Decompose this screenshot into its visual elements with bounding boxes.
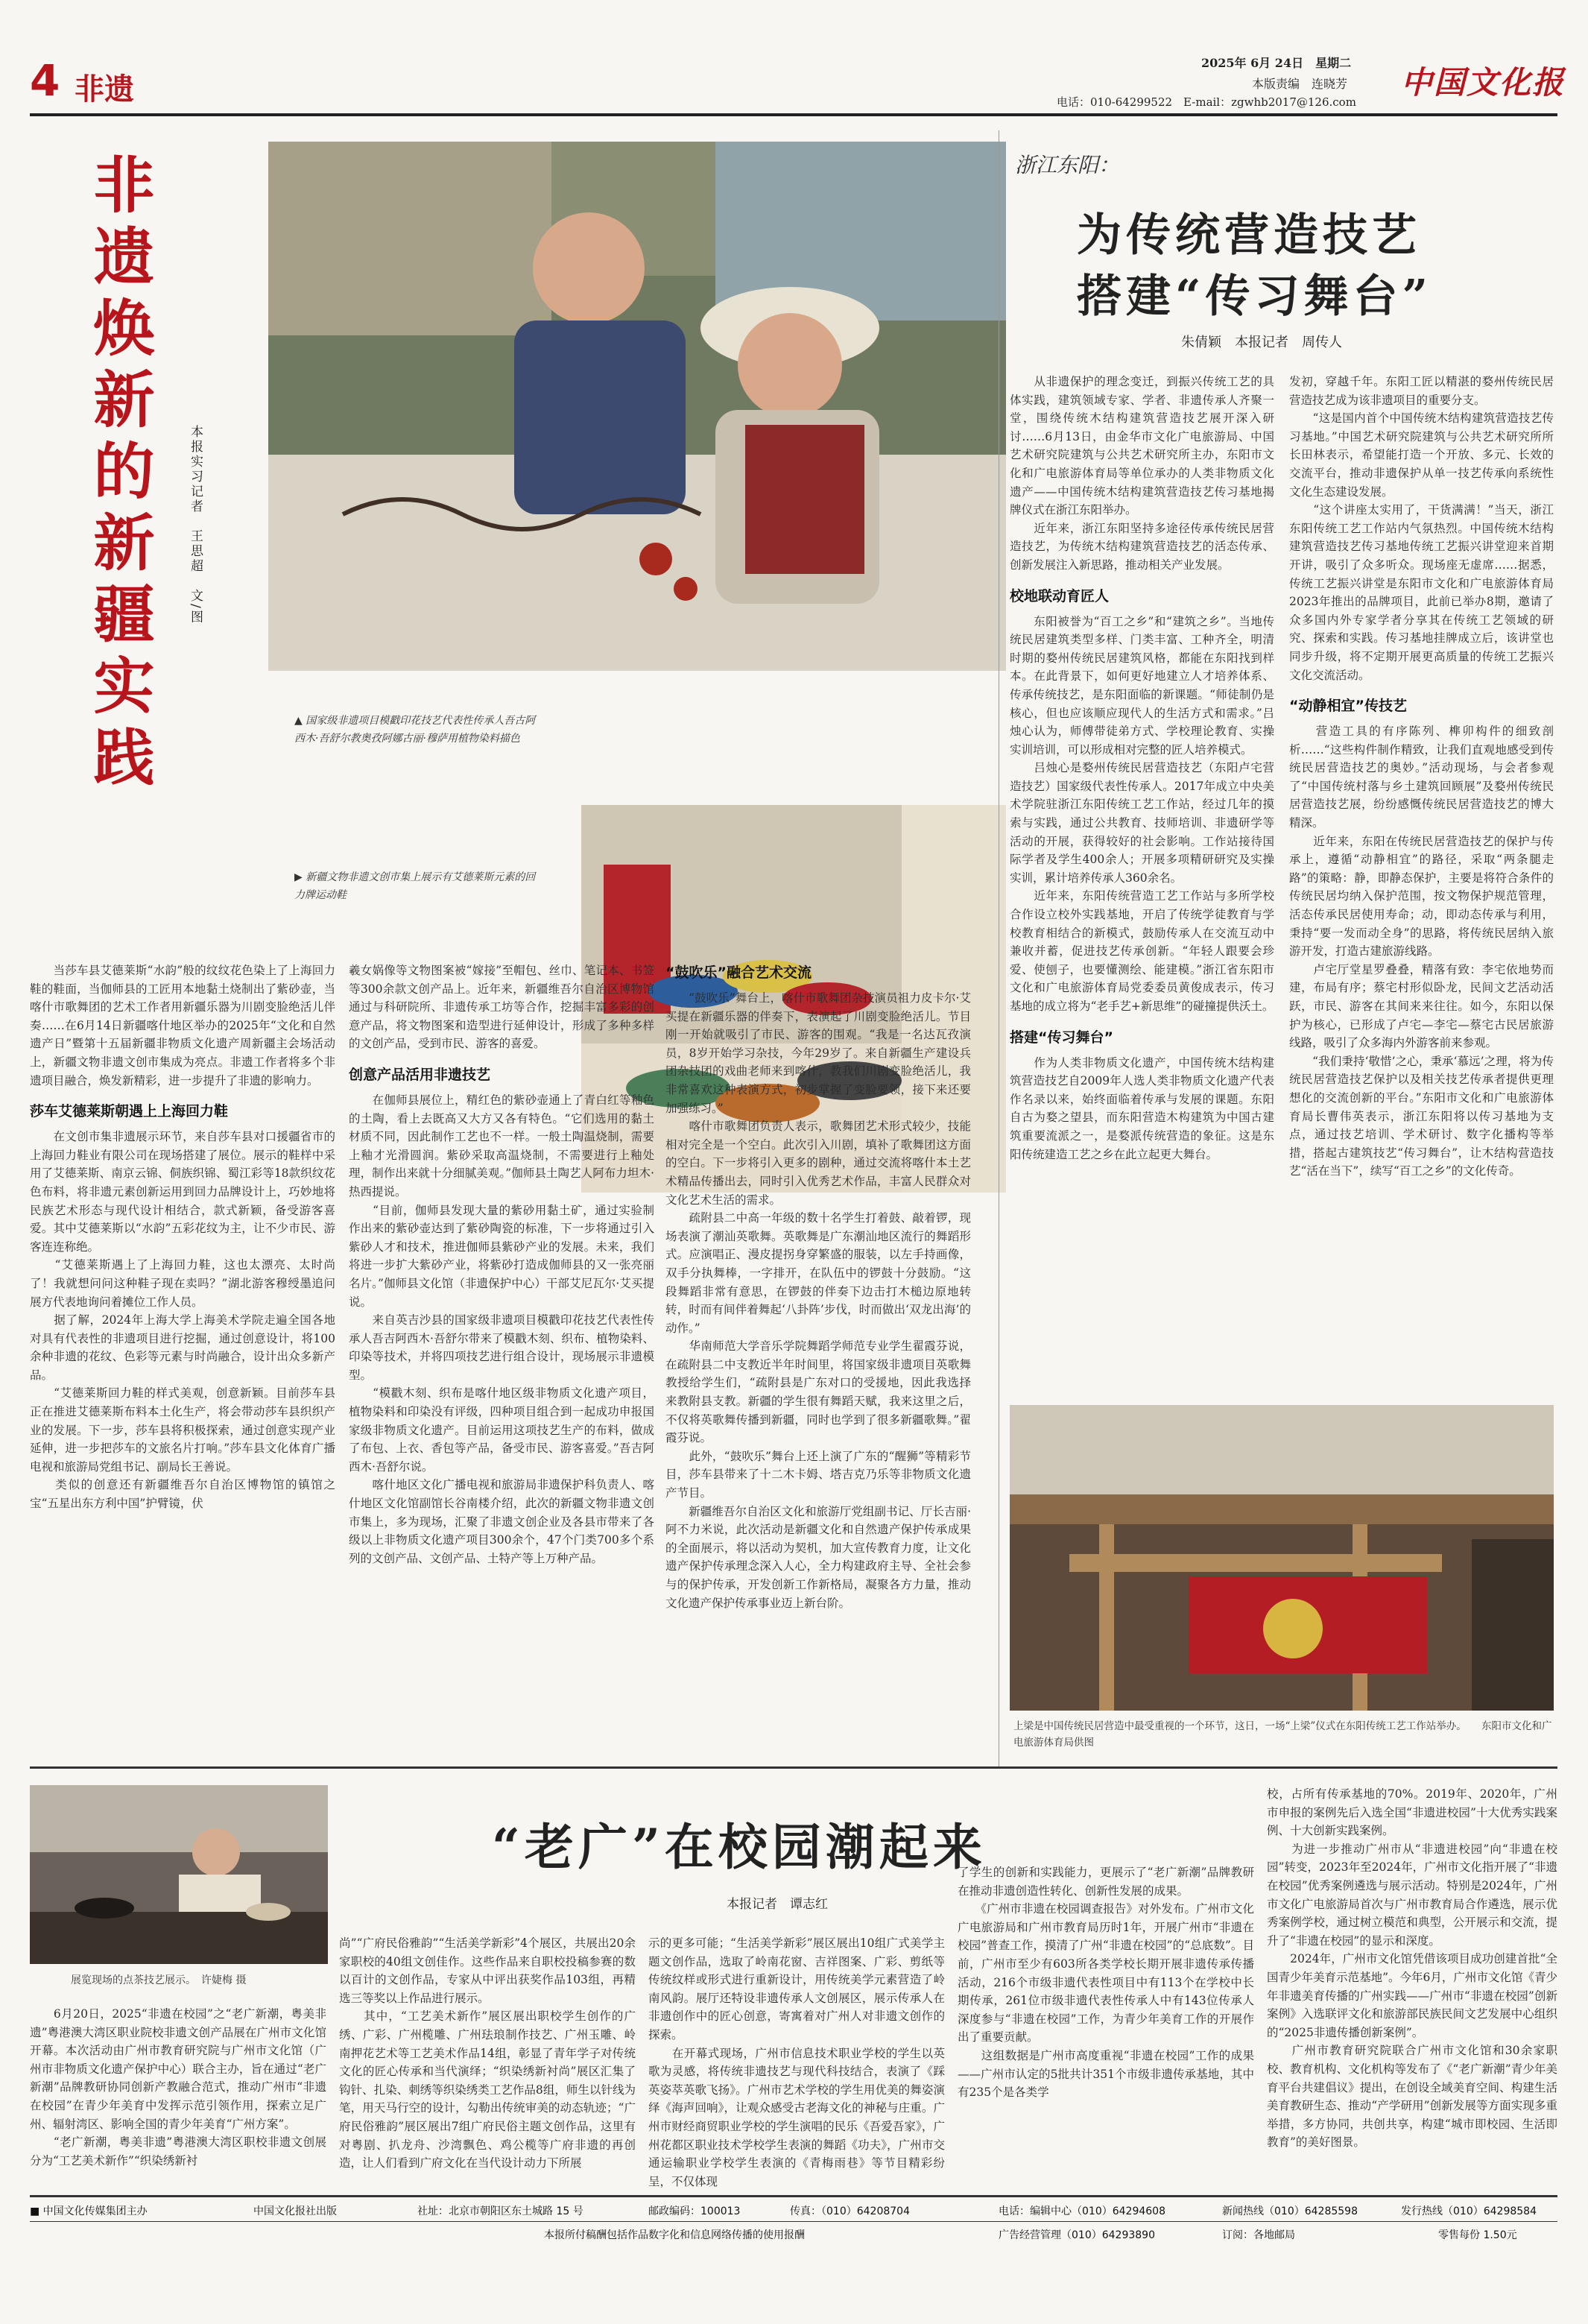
lead-byline: 本报实习记者 王思超 文/图 xyxy=(188,425,203,625)
section-divider xyxy=(30,1766,1557,1769)
footer-rule xyxy=(30,2195,1557,2197)
dongyang-column-a xyxy=(1010,373,1274,1401)
dongyang-body-a3: 作为人类非物质文化遗产，中国传统木结构建筑营造技艺自2009年人选人类非物质文化遗产代表作名录以来，始终面临着传承与发展的课题。东阳自古为婺之望县，而东阳营造木构建筑为中国古建筑重要流派之一，是婺派传统营造的象征。这是东阳传统建造工艺之乡在此立起更大舞台。 xyxy=(1010,1055,1274,1161)
footer-fax: 传真：（010）64208704 xyxy=(790,2205,910,2217)
lead-subhead-1: 莎车艾德莱斯朝遇上上海回力鞋 xyxy=(30,1103,229,1120)
footer-address: 社址：北京市朝阳区东土城路 15 号 xyxy=(417,2205,583,2217)
laoguang-photo-tea xyxy=(30,1785,328,1964)
issue-date: 2025年 6月 24日 星期二 xyxy=(1201,56,1352,70)
laoguang-column-3: 示的更多可能；“生活美学新彩”展区展出10组广式美学主题文创作品，选取了岭南花窗、吉祥图案、广彩、剪纸等传统纹样或形式进行重新设计，用传统美学元素营造了岭南风韵。展厅还特设非遗传承人文创展区，展示传承人在非遗创作中的匠心创意，寄寓着对广州人对非遗文创作的探索。 在开幕式现场，广州市信息技术职业学校的学生以英歌为灵感，将传统非遗技艺与现代科技结合，表演了《踩英姿萃英歌飞扬》。广州市艺术学校的学生用优美的舞姿演绎《海声回响》，让观众感受古老海文化的神秘与庄重。广州市财经商贸职业学校的学生演唱的民乐《吾爱吾家》，广州花都区职业技术学校学生表演的舞蹈《功夫》，广州市交通运输职业学校学生表演的《青梅雨巷》等节目精彩纷呈，不仅体现 xyxy=(648,1936,945,2188)
dongyang-title-1: 为传统营造技艺 xyxy=(1077,209,1421,262)
dongyang-photo-caption: 上梁是中国传统民居营造中最受重视的一个环节，这日，一场“上梁”仪式在东阳传统工艺工作站举办。 东阳市文化和广电旅游体育局供图 xyxy=(1013,1720,1552,1749)
laoguang-column-4: 了学生的创新和实践能力，更展示了“老广新潮”品牌教研在推动非遗创造性转化、创新性发展的成果。 《广州市非遗在校园调查报告》对外发布。广州市文化广电旅游局和广州市教育局历时1年，开展广州市“非遗在校园”普查工作，摸清了广州“非遗在校园”的“总底数”。目前，广州市至少有603所各类学校长期开展非遗传承传播活动，216个市级非遗代表性项目中有113个在学校中长期传承，261位市级非遗代表性传承人中有143位传承人深度参与“非遗在校园”工作，为青少年美育工作的开展作出了重要贡献。 这组数据是广州市高度重视“非遗在校园”工作的成果——广州市认定的5批共计351个市级非遗传承基地，其中有235个是各类学 xyxy=(958,1866,1254,2100)
laoguang-column-1: 6月20日，2025“非遗在校园”之“老广新潮，粤美非遗”粤港澳大湾区职业院校非遗文创产品展在广州市文化馆开幕。本次活动由广州市教育研究院与广州市文化馆（广州市非物质文化遗产保护中心）联合主办，旨在通过“老广新潮”品牌教研协同创新产教融合范式，推动广州市“非遗在校园”在青少年美育中发挥示范引领作用，探索立足广州、辐射湾区、影响全国的青少年美育“广州方案”。 “老广新潮，粤美非遗”粤港澳大湾区职校非遗文创展分为“工艺美术新作”“织染绣新衬 xyxy=(30,2007,326,2167)
lead-photo2-caption: ▶ 新疆文物非遗文创市集上展示有艾德莱斯元素的回力牌运动鞋 xyxy=(294,871,536,901)
lead-column-2 xyxy=(349,962,654,1763)
dongyang-body-b2: 营造工具的有序陈列、榫卯构件的细致剖析……“这些构件制作精致，让我们直观地感受到传统民居营造技艺的奥妙。”活动现场，与会者参观了“中国传统村落与乡土建筑回顾展”及婺州传统民居营造技艺展，纷纷感慨传统民居营造技艺的博大精深。 近年来，东阳在传统民居营造技艺的保护与传承上，遵循“动静相宜”的路径，采取“两条腿走路”的策略：静，即静态保护，主要是将符合条件的传统民居均纳入保护范围，按文物保护规范管理，活态传承民居使用寿命；动，即动态传承与利用，秉持“要一发而动全身”的思路，将传统民居纳入旅游开发，打造古建旅游线路。 卢宅厅堂星罗叠叠，精落有致：李宅依地势而建，布局有序；蔡宅村形似卧龙，民间文艺活动活跃，市民、游客在其间来来往往。如今，东阳以保护为核心，已形成了卢宅—李宅—蔡宅古民居旅游线路，吸引了众多海内外游客前来参观。 “我们秉持‘敬惜’之心，秉承‘慕远’之理，将为传统民居营造技艺保护以及相关技艺传承者提供更理想化的交流创新的平台。”东阳市文化和广电旅游体育局长曹伟英表示，浙江东阳将以传习基地为支点，通过技艺培训、学术研讨、数字化播构等举措，搭起古建筑技艺“传习舞台”，让木结构营造技艺“活在当下”，续写“百工之乡”的文化传奇。 xyxy=(1289,724,1554,1178)
footer-printer: 中国文化报社出版 xyxy=(253,2205,337,2217)
footer-note: 本报所付稿酬包括作品数字化和信息网络传播的使用报酬 xyxy=(544,2229,805,2241)
lead-subhead-2: 创意产品活用非遗技艺 xyxy=(349,1066,491,1083)
lead-column-3 xyxy=(665,962,971,1763)
page-editor: 本版责编 连晓芳 xyxy=(1252,77,1348,91)
lead-body-2b: 在伽师县展位上，精红色的紫砂壶通上了青白红等釉色的土陶，看上去既高又大方又各有特色。“它们选用的黏土材质不同，因此制作工艺也不一样。一般土陶温烧制，需要上釉才光滑圆润。紫砂采取高温烧制，不需要进行上釉处理，制作出来就十分细腻美观。”伽师县土陶艺人阿布力坦木·热西提说。 “目前，伽师县发现大量的紫砂用黏土矿，通过实验制作出来的紫砂壶达到了紫砂陶瓷的标准，下一步将通过引入紫砂人才和技术，推进伽师县紫砂产业的发展。未来，我们将进一步扩大紫砂产业，将紫砂打造成伽师县的又一张亮丽名片。”伽师县文化馆（非遗保护中心）干部艾尼瓦尔·艾买提说。 来自英吉沙县的国家级非遗项目模戳印花技艺代表性传承人吾吉阿西木·吾舒尔带来了模戳木刻、织布、植物染料、印染等技术，并将四项技艺进行组合设计，现场展示非遗模型。 “模戳木刻、织布是喀什地区级非物质文化遗产项目，植物染料和印染没有评级，四种项目组合到一起成功申报国家级非物质文化遗产。目前运用这项技艺生产的布料，做成了布包、上衣、香包等产品，备受市民、游客喜爱。”吾吉阿西木·吾舒尔说。 喀什地区文化广播电视和旅游局非遗保护科负责人、喀什地区文化馆副馆长谷南楼介绍，此次的新疆文物非遗文创市集上，多为现场，汇聚了非遗文创企业及各县市带来了各级以上非物质文化遗产项目300余个，47个门类700多个系列的文创产品、文创产品、土特产等上万种产品。 xyxy=(349,1093,654,1565)
lead-body-2a: 羲女娲像等文物图案被“嫁接”至帽包、丝巾、笔记本、书签等300余款文创产品上。近年来，新疆维吾尔自治区博物馆通过与科研院所、非遗传承工坊等合作，挖掘丰富多彩的创意产品，将文物图案和造型进行延伸设计，形成了多种多样的文创产品，受到市民、游客的喜爱。 xyxy=(349,964,654,1051)
dongyang-subhead-a2: 搭建“传习舞台” xyxy=(1010,1029,1113,1046)
footer-ad-hotline: 广告经营管理（010）64293890 xyxy=(999,2229,1155,2241)
page-number: 4 xyxy=(30,55,60,106)
footer-rule-2 xyxy=(30,2221,1557,2222)
dongyang-subhead-a1: 校地联动育匠人 xyxy=(1010,587,1110,604)
lead-body-3: “鼓吹乐”舞台上，喀什市歌舞团杂技演员祖力皮卡尔·艾买提在新疆乐器的伴奏下，表演起了川剧变脸绝活儿。节目刚一开始就吸引了市民、游客的围观。“我是一名达瓦孜演员，8岁开始学习杂技，今年29岁了。来自新疆生产建设兵团杂技团的戏曲老师来到喀什，教我们川剧变脸绝活儿，我非常喜欢这种表演方式，初步掌握了变脸要领，接下来还要加强练习。” 喀什市歌舞团负责人表示，歌舞团艺术形式较少，技能相对完全是一个空白。此次引入川剧，填补了歌舞团这方面的空白。下一步将引入更多的剧种，通过交流将喀什本土艺术精品传播出去，同时引入优秀艺术作品，丰富人民群众对文化艺术生活的需求。 疏附县二中高一年级的数十名学生打着鼓、敲着锣，现场表演了潮汕英歌舞。英歌舞是广东潮汕地区流行的舞蹈形式。应演唱正、漫皮提拐身穿繁盛的服装，以左手持画像，双手分执舞棒，一字排开，在队伍中的锣鼓十分鼓励。“这段舞蹈非常有意思，在锣鼓的伴奏下边击打木槌边原地转转，时而有间伴着舞起‘八卦阵’步伐，时而做出‘双龙出海’的动作。” 华南师范大学音乐学院舞蹈学师范专业学生翟霞芬说，在疏附县二中支教近半年时间里，将国家级非遗项目英歌舞教授给学生们，“疏附县是广东对口的受援地，因此我选择来教附县支教。新疆的学生很有舞蹈天赋，我来这里之后，不仅将英歌舞传播到新疆，同时也学到了很多新疆歌舞。”翟霞芬说。 此外，“鼓吹乐”舞台上还上演了广东的“醒狮”等精彩节目，莎车县带来了十二木卡姆、塔吉克乃乐等非物质文化遗产节目。 新疆维吾尔自治区文化和旅游厅党组副书记、厅长吉丽·阿不力米说，此次活动是新疆文化和自然遗产保护传承成果的全面展示，将以活动为契机，加大宣传教育力度，让文化遗产保护传承理念深入人心，全力构建政府主导、全社会参与的保护传承，开发创新工作新格局，凝聚各方力量，推动文化遗产保护传承事业迈上新台阶。 xyxy=(665,991,971,1610)
lead-photo-artisans xyxy=(268,142,1006,671)
footer-subscribe: 订阅：各地邮局 xyxy=(1222,2229,1295,2241)
laoguang-title: “老广”在校园潮起来 xyxy=(492,1818,987,1876)
footer-dist-hotline: 发行热线（010）64298584 xyxy=(1401,2205,1537,2217)
contact-info: 电话：010-64299522 E-mail：zgwhb2017@126.com xyxy=(1057,95,1356,109)
laoguang-byline: 本报记者 谭志红 xyxy=(727,1897,828,1912)
dongyang-column-b xyxy=(1289,373,1554,1401)
dongyang-subhead-b: “动静相宜”传技艺 xyxy=(1289,698,1407,715)
dongyang-body-a2: 东阳被誉为“百工之乡”和“建筑之乡”。当地传统民居建筑类型多样、门类丰富、工种齐全，明清时期的婺州传统民居建筑风格，都能在东阳找到样本。在此背景下，如何更好地建立人才培养体系、传承传统技艺，是东阳面临的新课题。“师徒制仍是核心，但也应该顺应现代人的生活方式和需求。”吕烛心认为，师傅带徒弟方式、学校理论教育、实操实训培训，可以形成相对完整的匠人培养模式。 吕烛心是婺州传统民居营造技艺（东阳卢宅营造技艺）国家级代表性传承人。2017年成立中央美术学院驻浙江东阳传统工艺工作站，经过几年的摸索与实践，通过公共教育、技师培训、非遗研学等活动的开展，获得较好的社会影响。工作站接待国际学者及学生400余人；开展多项精研研究及实操实训，累计培养传承人360余名。 近年来，东阳传统营造工艺工作站与多所学校合作设立校外实践基地，开启了传统学徒教育与学校教育相结合的新模式，鼓励传承人在交流互动中兼收并蓄，促进技艺传承创新。“年轻人跟要会珍爱、使刨子，也要懂测绘、能建模。”浙江省东阳市文化和广电旅游体育局党委委员黄俊成表示，传习基地的成立将为“老手艺+新思维”的碰撞提供沃土。 xyxy=(1010,614,1274,1013)
lead-intro: 当莎车县艾德莱斯“水韵”般的纹纹花色染上了上海回力鞋的鞋面，当伽师县的工匠用本地黏土烧制出了紫砂壶，当喀什市歌舞团的艺术工作者用新疆乐器为川剧变脸绝活儿伴奏……在6月14日新疆喀什地区举办的2025年“文化和自然遗产日”暨第十五届新疆非物质文化遗产周新疆主会场活动上，新疆文物非遗文创市集成为亮点。非遗工作者将多个非遗项目融合，焕发新精彩，进一步提升了非遗的影响力。 xyxy=(30,964,335,1087)
dongyang-byline: 朱倩颖 本报记者 周传人 xyxy=(1181,335,1342,350)
lead-column-1 xyxy=(30,962,335,1763)
dongyang-kicker: 浙江东阳： xyxy=(1015,153,1120,177)
footer-edit-hotline: 电话：编辑中心（010）64294608 xyxy=(999,2205,1165,2217)
dongyang-body-a1: 从非遗保护的理念变迁，到振兴传统工艺的具体实践，建筑领域专家、学者、非遗传承人齐聚一堂，围绕传统木结构建筑营造技艺展开深入研讨……6月13日，由金华市文化广电旅游局、中国艺术研究院建筑与公共艺术研究所主办，东阳市文化和广电旅游体育局等单位承办的人类非物质文化遗产——中国传统木结构建筑营造技艺传习基地揭牌仪式在浙江东阳举办。 近年来，浙江东阳坚持多途径传承传统民居营造技艺，为传统木结构建筑营造技艺的活态传承、创新发展注入新思路，推动相关产业发展。 xyxy=(1010,375,1274,572)
lead-body-1: 在文创市集非遗展示环节，来自莎车县对口援疆省市的上海回力鞋业有限公司在现场搭建了展位。展示的鞋样中采用了艾德莱斯、南京云锦、侗族织锦、蜀江彩等18款织纹花色布料，将非遗元素创新运用到回力品牌设计上，巧妙地将民族艺术形态与现代设计相结合，款式新颖，备受游客喜爱。其中艾德莱斯以“水韵”五彩花纹为主，让不少市民、游客连连称绝。 “艾德莱斯遇上了上海回力鞋，这也太漂亮、太时尚了！我就想问问这种鞋子现在卖吗？”湖北游客穆绶墨追问展方代表地询问着摊位工作人员。 据了解，2024年上海大学上海美术学院走遍全国各地对具有代表性的非遗项目进行挖掘，通过创意设计，将100余种非遗的花纹、色彩等元素与时尚融合，设计出众多新产品。 “艾德莱斯回力鞋的样式美观，创意新颖。目前莎车县正在推进艾德莱斯布料本土化生产，将会带动莎车县织织产业的发展。下一步，莎车县将积极探索，通过创意实现产业延伸，进一步把莎车的文旅名片打响。”莎车县文化体育广播电视和旅游局党组书记、副局长王善说。 类似的创意还有新疆维吾尔自治区博物馆的镇馆之宝“五星出东方利中国”护臂镜，伏 xyxy=(30,1130,335,1511)
footer-news-hotline: 新闻热线（010）64285598 xyxy=(1222,2205,1358,2217)
lead-title: 非遗焕新的新疆实践 xyxy=(83,153,154,797)
lead-photo1-caption: ▲ 国家级非遗项目模戳印花技艺代表性传承人吾古阿西木·吾舒尔教奥孜阿娜古丽·穆萨用植物染料描色 xyxy=(294,715,536,745)
paper-logo: 中国文化报 xyxy=(1401,64,1566,101)
section-name: 非遗 xyxy=(75,72,134,107)
footer-publisher: ■ 中国文化传媒集团主办 xyxy=(30,2205,148,2217)
dongyang-body-b1: 发初，穿越千年。东阳工匠以精湛的婺州传统民居营造技艺成为该非遗项目的重要分支。 “这是国内首个中国传统木结构建筑营造技艺传习基地。”中国艺术研究院建筑与公共艺术研究所所长田林表示，希望能打造一个开放、多元、长效的交流平台，推动非遗保护从单一技艺传承向系统性文化生态建设发展。 “这个讲座太实用了，干货满满！”当天，浙江东阳传统工艺工作站内气氛热烈。中国传统木结构建筑营造技艺传习基地传统工艺振兴讲堂迎来首期开讲，吸引了众多听众。现场座无虚席……据悉，传统工艺振兴讲堂是东阳市文化和广电旅游体育局2023年推出的品牌项目，此前已举办8期，邀请了众多国内外专家学者分享其在传统工艺领域的研究、探索和实践。传习基地挂牌成立后，该讲堂也同步升级，将不定期开展更高质量的传统工艺振兴文化交流活动。 xyxy=(1289,375,1554,682)
masthead-rule xyxy=(30,113,1557,116)
laoguang-photo-caption: 展览现场的点茶技艺展示。 许婕梅 摄 xyxy=(71,1974,247,1986)
laoguang-column-2: 尚”“广府民俗雅韵”“生活美学新彩”4个展区，共展出20余家职校的40组文创佳作。这些作品来自职校投稿参赛的数以百计的文创作品，专家从中评出获奖作品103组，再精选三等奖以上作品进行展示。 其中，“工艺美术新作”展区展出职校学生创作的广绣、广彩、广州榄雕、广州珐琅制作技艺、广州玉雕、岭南押花艺术等工艺美术作品14组，彰显了青年学子对传统文化的匠心传承和当代演绎；“织染绣新衬尚”展区汇集了钩针、扎染、刺绣等织染绣类工艺作品8组，师生以针线为笔，用天马行空的设计，勾勒出传统审美的动态轨迹；“广府民俗雅韵”展区展出7组广府民俗主题文创作品，这里有对粤剧、扒龙舟、沙湾飘色、鸡公榄等广府非遗的再创造，让人们看到广府文化在当代设计动力下所展 xyxy=(339,1936,636,2170)
laoguang-column-5: 校，占所有传承基地的70%。2019年、2020年，广州市申报的案例先后入选全国“非遗进校园”十大优秀实践案例、十大创新实践案例。 为进一步推动广州市从“非遗进校园”向“非遗在校园”转变，2023年至2024年，广州市文化指开展了“非遗在校园”优秀案例遴选与展示活动。特别是2024年，广州市文化广电旅游局首次与广州市教育局合作遴选，展示优秀案例学校，通过树立模范和典型，公开展示和交流，提升了“非遗在校园”的显示和深度。 2024年，广州市文化馆凭借该项目成功创建首批“全国青少年美育示范基地”。今年6月，广州市文化馆《青少年非遗美育传播的广州实践——广州市“非遗在校园”创新案例》入选联评文化和旅游部民族民间文艺发展中心组织的“2025非遗传播创新案例”。 广州市教育研究院联合广州市文化馆和30余家职校、教育机构、文化机构等发布了《“老广新潮”青少年美育平台共建倡议》提出，在创设全域美育空间、构建生活美育教研生态、推动“产学研用”创新发展等方面实现多重举措，多方协同，共创共享，构建“城市即校园、生活即教育”的美好图景。 xyxy=(1267,1787,1557,2150)
lead-subhead-3: “鼓吹乐”融合艺术交流 xyxy=(665,964,812,981)
dongyang-title-2: 搭建“传习舞台” xyxy=(1077,271,1433,323)
footer-price: 零售每份 1.50元 xyxy=(1438,2229,1517,2241)
footer-postcode: 邮政编码：100013 xyxy=(648,2205,741,2217)
dongyang-photo-ceremony xyxy=(1010,1405,1554,1711)
